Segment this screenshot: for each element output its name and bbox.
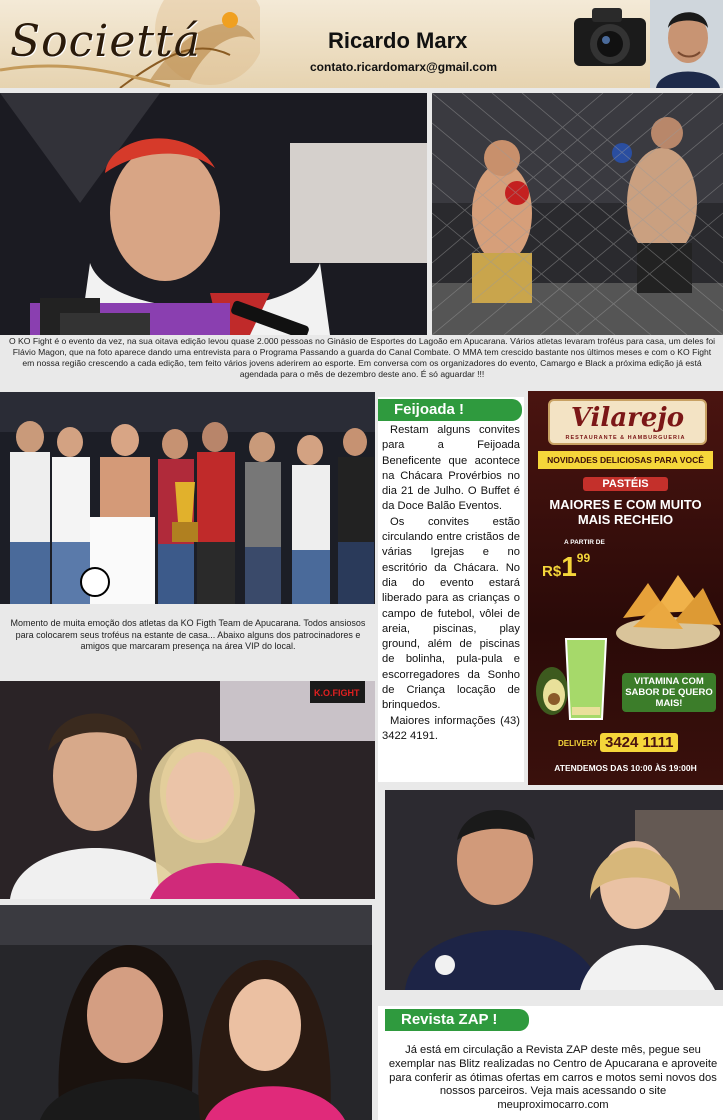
photo-two-women xyxy=(0,905,372,1120)
ad-price xyxy=(542,551,590,583)
ad-price-currency: R$ xyxy=(542,563,562,580)
column-logo: Societtá xyxy=(10,16,201,67)
ad-slogan: NOVIDADES DELICIOSAS PARA VOCÊ xyxy=(538,451,713,469)
photo-couple-2 xyxy=(385,790,723,990)
feijoada-text xyxy=(382,423,520,744)
ad-price-prefix: A PARTIR DE xyxy=(564,539,605,546)
pastel-basket-icon xyxy=(613,563,723,653)
ad-tag: PASTÉIS xyxy=(583,477,668,491)
feijoada-paragraph: Os convites estão circulando entre cristãos de várias Igrejas e no escritório da Chácara. No dia do evento estará liberado para as crianças o campo de futebol, vôlei de areia, piscinas, play ground, além de piscinas de bolinha, pula-pula e escorregadores da Sonho de Criança locação de brinquedos. xyxy=(382,515,520,712)
revista-text: Já está em circulação a Revista ZAP deste mês, pegue seu exemplar nas Blitz realizadas no Centro de Apucarana e aproveite para conferir as ótimas ofertas em carros e motos semi novos dos nossos parceiros. Veja mais acessando o site meuproximocarro.com xyxy=(388,1044,718,1112)
caption-fight-event: O KO Fight é o evento da vez, na sua oitava edição levou quase 2.000 pessoas no Ginásio de Esportes do Lagoão em Apucarana. Vários atletas levaram troféus para casa, um deles foi Flávio Magon, que na foto aparece dando uma entrevista para o Programa Passando a guarda do Canal Combate. O MMA tem crescido bastante nos últimos meses e com o KO Fight em nossa região crescendo a cada edição, tem feito vários jovens aderirem ao esporte. Em conversa com os organizadores do evento, Camargo e Black a próxima edição já está agendada para o mês de dezembro deste ano. É só aguardar !!! xyxy=(8,336,716,379)
ad-hours: ATENDEMOS DAS 10:00 ÀS 19:00H xyxy=(554,763,697,773)
ad-phone[interactable]: 3424 1111 xyxy=(600,733,678,752)
ad-price-cents: 99 xyxy=(576,551,591,565)
revista-title: Revista ZAP ! xyxy=(385,1009,529,1031)
columnist-name: Ricardo Marx xyxy=(328,28,468,53)
ad-brand: Vilarejo xyxy=(548,399,707,445)
ad-headline: MAIORES E COM MUITO MAIS RECHEIO xyxy=(549,497,702,527)
feijoada-paragraph: Maiores informações (43) 3422 4191. xyxy=(382,714,520,742)
caption-team: Momento de muita emoção dos atletas da KO Figth Team de Apucarana. Todos ansiosos para colocarem seus troféus na estante de casa... Abaixo alguns dos patrocinadores e amigos que marcaram presença na área VIP do local. xyxy=(10,618,366,651)
page-header xyxy=(0,0,723,88)
photo-couple xyxy=(0,681,375,899)
feijoada-paragraph: Restam alguns convites para a Feijoada Beneficente que acontece na Chácara Provérbios no dia 21 de Julho. O Buffet é da Doce Balão Eventos. xyxy=(382,424,520,513)
ad-delivery-label: DELIVERY xyxy=(558,739,598,748)
columnist-portrait xyxy=(650,0,723,88)
ad-vitamina: VITAMINA COM SABOR DE QUERO MAIS! xyxy=(622,673,716,712)
feijoada-title: Feijoada ! xyxy=(378,399,522,421)
smoothie-icon xyxy=(534,629,619,729)
ko-fight-logo: K.O.FIGHT xyxy=(314,688,360,698)
ad-price-value: 1 xyxy=(561,551,577,582)
columnist-email[interactable]: contato.ricardomarx@gmail.com xyxy=(310,60,498,74)
photo-team xyxy=(0,392,375,604)
vilarejo-advertisement[interactable] xyxy=(528,391,723,785)
ad-brand-subtitle: RESTAURANTE & HAMBURGUERIA xyxy=(565,435,686,441)
photo-fighter-interview xyxy=(0,93,427,335)
photo-cage-fight xyxy=(432,93,723,335)
